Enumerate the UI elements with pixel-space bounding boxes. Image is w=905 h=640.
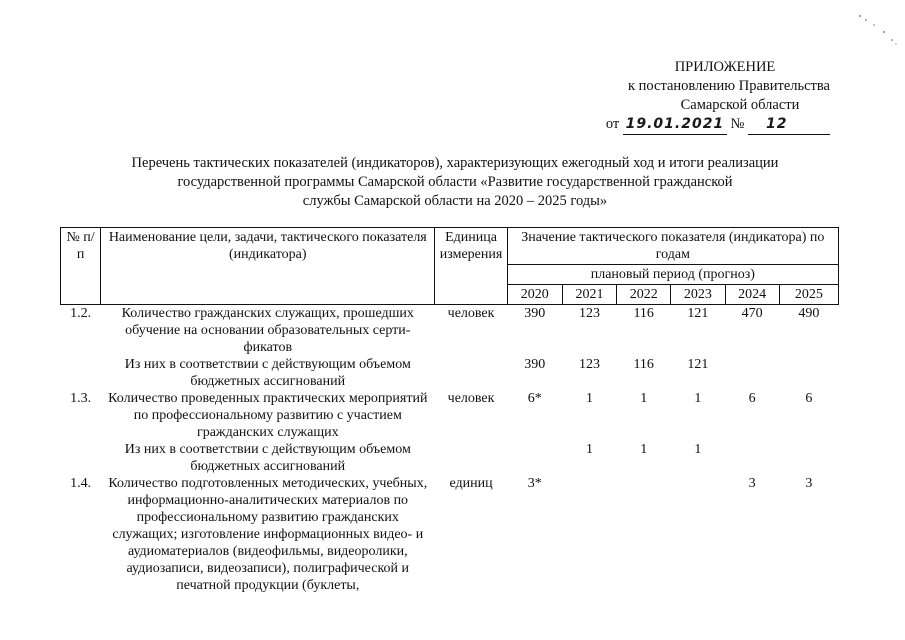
row-value <box>725 441 779 475</box>
row-value: 1 <box>640 391 648 406</box>
row-unit <box>435 356 507 390</box>
row-name: Количество подготовленных методических, учебных, информационно-аналитических материалов по профессиональному развитию гражданских служащих; изготовление информационных видео- и аудиоматериалов (видеофильмы, видеоролики, аудиозаписи, видеозаписи), полиграфической и печатной продукции (буклеты, <box>108 476 428 593</box>
row-value: 3* <box>527 476 542 491</box>
header-value: Значение тактического показателя (индикатора) по годам <box>507 228 838 265</box>
row-number: 1.2. <box>70 306 92 321</box>
document-title <box>90 154 820 211</box>
document-title-line-3: службы Самарской области на 2020 – 2025 годы» <box>302 193 608 209</box>
header-number: № п/п <box>61 228 101 305</box>
row-value: 390 <box>524 306 546 321</box>
table-row <box>61 356 839 390</box>
row-value: 123 <box>578 357 600 372</box>
row-value <box>562 475 616 594</box>
row-number <box>61 356 101 390</box>
row-value <box>779 441 838 475</box>
header-year: 2020 <box>507 285 562 305</box>
table-row <box>61 441 839 475</box>
row-value <box>671 475 725 594</box>
row-number: 1.3. <box>70 391 92 406</box>
row-value <box>617 475 671 594</box>
header-year: 2024 <box>725 285 779 305</box>
row-value: 1 <box>694 391 702 406</box>
table-row <box>61 305 839 357</box>
appendix-block <box>560 58 830 135</box>
row-name: Количество проведенных практических мероприятий по профессиональному развитию с участием гражданских служащих <box>108 391 428 440</box>
appendix-line-1: к постановлению Правительства <box>628 78 830 94</box>
row-value: 490 <box>798 306 820 321</box>
document-title-line-2: государственной программы Самарской области «Развитие государственной гражданской <box>177 174 733 190</box>
row-value <box>779 356 838 390</box>
table-row <box>61 390 839 441</box>
row-value: 390 <box>524 357 546 372</box>
number-prefix: № <box>730 116 745 132</box>
row-unit <box>435 441 507 475</box>
header-year: 2022 <box>617 285 671 305</box>
handwritten-date: 19.01.2021 <box>625 116 725 132</box>
scan-specks <box>850 10 900 50</box>
row-value: 116 <box>633 306 654 321</box>
row-unit: единиц <box>449 476 493 491</box>
row-name: Из них в соответствии с действующим объемом бюджетных ассигнований <box>124 442 411 474</box>
row-value: 121 <box>687 357 709 372</box>
row-number <box>61 441 101 475</box>
table-row <box>61 475 839 594</box>
appendix-line-2: Самарской области <box>680 97 800 113</box>
row-value: 123 <box>578 306 600 321</box>
header-unit: Единица измерения <box>435 228 507 305</box>
row-value: 3 <box>748 476 756 491</box>
document-title-line-1: Перечень тактических показателей (индикаторов), характеризующих ежегодный ход и итоги реализации <box>131 155 779 171</box>
header-year: 2023 <box>671 285 725 305</box>
row-value: 6* <box>527 391 542 406</box>
row-unit: человек <box>447 306 495 321</box>
appendix-title: ПРИЛОЖЕНИЕ <box>674 59 776 75</box>
row-name: Количество гражданских служащих, прошедших обучение на основании образовательных серти-фикатов <box>121 306 414 355</box>
row-value <box>725 356 779 390</box>
row-value: 1 <box>694 442 702 457</box>
header-year: 2025 <box>779 285 838 305</box>
handwritten-number: 12 <box>766 116 788 132</box>
row-value: 3 <box>805 476 813 491</box>
row-value: 121 <box>687 306 709 321</box>
row-value: 116 <box>633 357 654 372</box>
header-name: Наименование цели, задачи, тактического показателя (индикатора) <box>101 228 435 305</box>
row-value <box>507 441 562 475</box>
header-year: 2021 <box>562 285 616 305</box>
header-period: плановый период (прогноз) <box>507 265 838 285</box>
row-value: 470 <box>741 306 763 321</box>
row-number: 1.4. <box>70 476 92 491</box>
row-unit: человек <box>447 391 495 406</box>
row-name: Из них в соответствии с действующим объемом бюджетных ассигнований <box>124 357 411 389</box>
indicators-table <box>60 227 839 594</box>
appendix-date-line <box>560 115 830 135</box>
row-value: 6 <box>805 391 813 406</box>
row-value: 6 <box>748 391 756 406</box>
row-value: 1 <box>585 391 593 406</box>
row-value: 1 <box>585 442 593 457</box>
row-value: 1 <box>640 442 648 457</box>
date-prefix: от <box>605 116 620 132</box>
